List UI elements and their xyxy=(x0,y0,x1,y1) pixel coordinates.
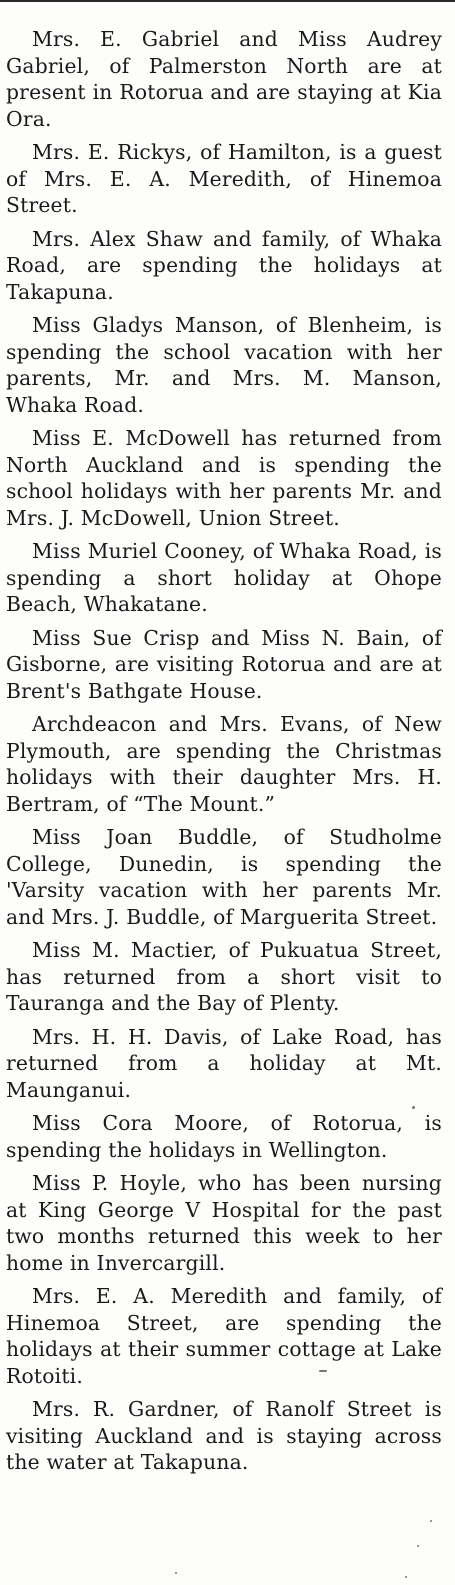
print-speck xyxy=(412,1106,415,1109)
social-note-paragraph: Mrs. E. Gabriel and Miss Audrey Gabriel, of Palmerston North are at present in Rotorua and are staying at Kia Ora. xyxy=(6,27,442,131)
print-speck xyxy=(175,1572,177,1574)
social-note-paragraph: Mrs. E. A. Meredith and family, of Hinemoa Street, are spending the holidays at their summer cottage at Lake Rotoiti. xyxy=(6,1284,442,1388)
social-note-paragraph: Mrs. H. H. Davis, of Lake Road, has returned from a holiday at Mt. Maunganui. xyxy=(6,1024,442,1102)
print-speck xyxy=(430,1520,432,1522)
social-note-paragraph: Miss Muriel Cooney, of Whaka Road, is spending a short holiday at Ohope Beach, Whakatane. xyxy=(6,539,442,616)
social-note-paragraph: Miss Cora Moore, of Rotorua, is spending the holidays in Wellington. xyxy=(6,1111,442,1162)
social-note-paragraph: Miss P. Hoyle, who has been nursing at King George V Hospital for the past two months returned this week to her home in Invercargill. xyxy=(6,1171,442,1275)
column-top-rule xyxy=(0,0,455,2)
social-note-paragraph: Mrs. E. Rickys, of Hamilton, is a guest of Mrs. E. A. Meredith, of Hinemoa Street. xyxy=(6,140,442,217)
social-note-paragraph: Archdeacon and Mrs. Evans, of New Plymouth, are spending the Christmas holidays with their daughter Mrs. H. Bertram, of “The Mount.” xyxy=(6,712,442,816)
social-note-paragraph: Mrs. R. Gardner, of Ranolf Street is visiting Auckland and is staying across the water at Takapuna. xyxy=(6,1397,442,1474)
print-speck xyxy=(319,1370,327,1372)
print-speck xyxy=(417,1545,419,1547)
social-note-paragraph: Mrs. Alex Shaw and family, of Whaka Road, are spending the holidays at Takapuna. xyxy=(6,226,442,304)
print-speck xyxy=(405,1576,407,1578)
social-note-paragraph: Miss Gladys Manson, of Blenheim, is spending the school vacation with her parents, Mr. and Mrs. M. Manson, Whaka Road. xyxy=(6,313,442,417)
social-note-paragraph: Miss M. Mactier, of Pukuatua Street, has returned from a short visit to Tauranga and the Bay of Plenty. xyxy=(6,938,442,1015)
social-note-paragraph: Miss E. McDowell has returned from North Auckland and is spending the school holidays with her parents Mr. and Mrs. J. McDowell, Union Street. xyxy=(6,426,442,530)
social-note-paragraph: Miss Joan Buddle, of Studholme College, Dunedin, is spending the 'Varsity vacation with her parents Mr. and Mrs. J. Buddle, of Marguerita Street. xyxy=(6,825,442,929)
social-note-paragraph: Miss Sue Crisp and Miss N. Bain, of Gisborne, are visiting Rotorua and are at Brent's Bathgate House. xyxy=(6,625,442,703)
social-notes-column xyxy=(6,26,442,1483)
